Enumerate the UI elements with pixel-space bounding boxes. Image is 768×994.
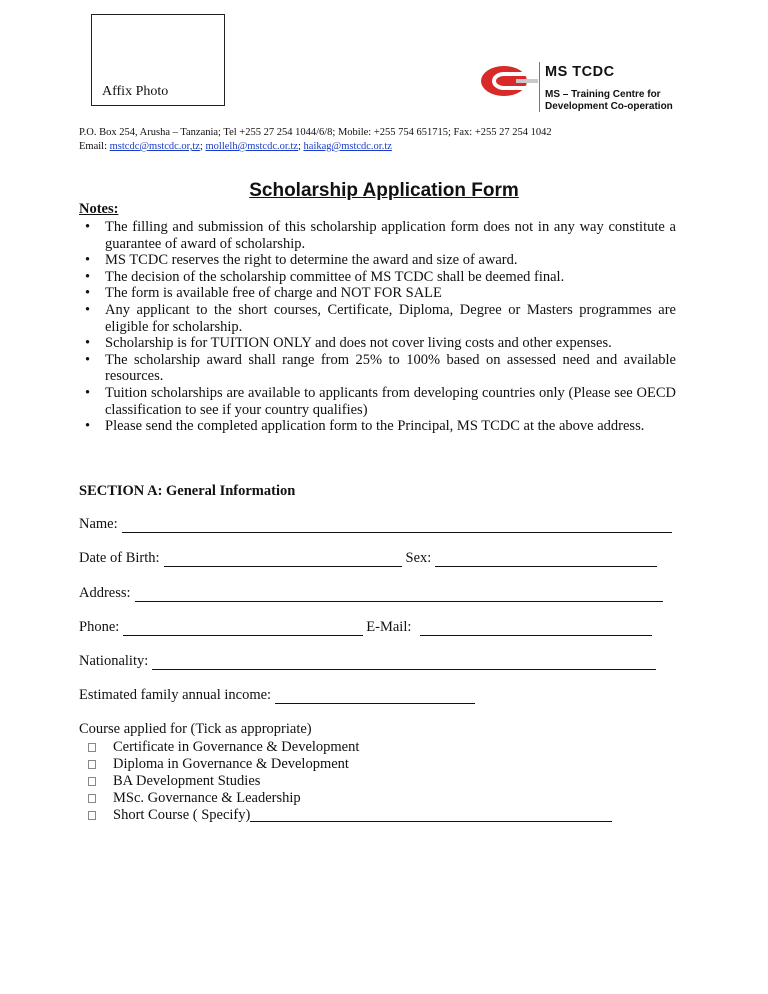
checkbox-short-course[interactable] (88, 811, 96, 820)
course-option (79, 739, 679, 756)
contact-info (79, 126, 552, 154)
email-link-mstcdc[interactable]: mstcdc@mstcdc.or,tz (109, 141, 200, 152)
address-label: Address: (79, 585, 131, 601)
affix-photo-box[interactable] (91, 14, 225, 106)
form-title: Scholarship Application Form (249, 180, 519, 201)
email-link-mollelh[interactable]: mollelh@mstcdc.or.tz (205, 141, 298, 152)
checkbox-diploma[interactable] (88, 760, 96, 769)
contact-address-line: P.O. Box 254, Arusha – Tanzania; Tel +255 27 254 1044/6/8; Mobile: +255 754 651715; Fax: +255 27 254 1042 (79, 127, 552, 138)
course-label: Certificate in Governance & Development (113, 739, 360, 755)
email-field-label: E-Mail: (366, 619, 412, 635)
checkbox-msc[interactable] (88, 794, 96, 803)
contact-email-line (79, 140, 552, 154)
logo-subtitle-line1: MS – Training Centre for (545, 89, 661, 100)
logo-name: MS TCDC (545, 64, 615, 80)
course-label: BA Development Studies (113, 773, 261, 789)
nationality-field[interactable] (152, 657, 656, 670)
ms-tcdc-logo-icon (478, 62, 538, 100)
course-option (79, 790, 679, 807)
note-item: • The scholarship award shall range from 25% to 100% based on assessed need and available resources. (79, 352, 676, 385)
note-item: • The filling and submission of this scholarship application form does not in any way constitute a guarantee of award of scholarship. (79, 219, 676, 252)
course-option (79, 756, 679, 773)
sex-label: Sex: (405, 550, 432, 566)
notes-heading: Notes: (79, 201, 119, 217)
income-label: Estimated family annual income: (79, 687, 272, 703)
dob-sex-row (79, 550, 657, 567)
course-label: Diploma in Governance & Development (113, 756, 349, 772)
name-label: Name: (79, 516, 118, 532)
email-separator: ; (297, 141, 304, 152)
notes-list (79, 219, 676, 435)
note-item: • Any applicant to the short courses, Certificate, Diploma, Degree or Masters programmes are eligible for scholarship. (79, 302, 676, 335)
note-item: • MS TCDC reserves the right to determine the award and size of award. (79, 252, 676, 269)
phone-email-row (79, 619, 652, 636)
note-item: • The decision of the scholarship committee of MS TCDC shall be deemed final. (79, 269, 676, 286)
email-label: Email: (79, 141, 110, 152)
course-option (79, 807, 679, 824)
affix-photo-label: Affix Photo (102, 84, 169, 99)
section-a-heading: SECTION A: General Information (79, 483, 296, 499)
address-row (79, 585, 663, 602)
sex-field[interactable] (435, 554, 657, 567)
address-field[interactable] (135, 589, 663, 602)
name-field[interactable] (122, 520, 672, 533)
logo-subtitle (545, 89, 685, 112)
email-field[interactable] (420, 623, 652, 636)
note-item: • Please send the completed application form to the Principal, MS TCDC at the above address. (79, 418, 676, 435)
nationality-row (79, 653, 656, 670)
email-link-haikag[interactable]: haikag@mstcdc.or.tz (303, 141, 392, 152)
checkbox-ba[interactable] (88, 777, 96, 786)
course-label: MSc. Governance & Leadership (113, 790, 301, 806)
short-course-specify-field[interactable] (250, 809, 612, 822)
name-row (79, 516, 672, 533)
logo-divider (539, 62, 540, 112)
phone-label: Phone: (79, 619, 120, 635)
nationality-label: Nationality: (79, 653, 149, 669)
dob-label: Date of Birth: (79, 550, 160, 566)
dob-field[interactable] (164, 554, 402, 567)
course-option (79, 773, 679, 790)
note-item: • Tuition scholarships are available to applicants from developing countries only (Please see OECD classification to see if your country qualifies) (79, 385, 676, 418)
note-item: • The form is available free of charge and NOT FOR SALE (79, 285, 676, 302)
note-item: • Scholarship is for TUITION ONLY and does not cover living costs and other expenses. (79, 335, 676, 352)
logo-subtitle-line2: Development Co-operation (545, 100, 673, 112)
email-separator: ; (199, 141, 206, 152)
phone-field[interactable] (123, 623, 363, 636)
income-row (79, 687, 475, 704)
course-label: Short Course ( Specify) (113, 807, 251, 823)
course-heading: Course applied for (Tick as appropriate) (79, 721, 312, 737)
income-field[interactable] (275, 691, 475, 704)
checkbox-certificate[interactable] (88, 743, 96, 752)
course-list (79, 739, 679, 824)
